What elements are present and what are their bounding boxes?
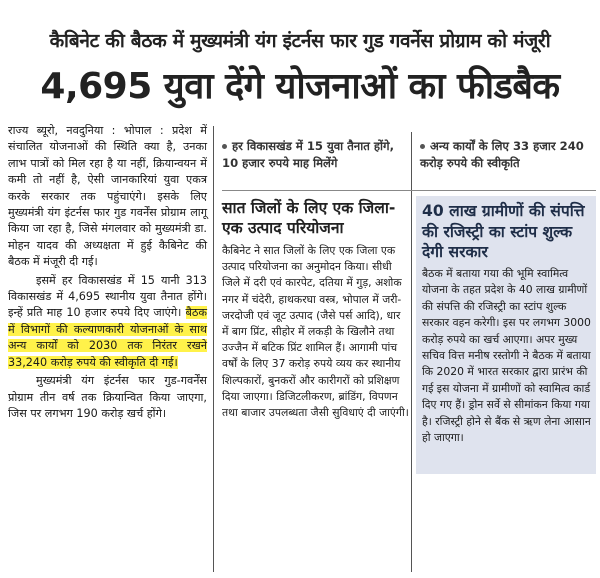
bullet-box-1 [222,138,407,172]
column-divider-1 [213,126,214,572]
main-headline: 4,695 युवा देंगे योजनाओं का फीडबैक [40,66,560,107]
highlighted-text: बैठक में विभागों की कल्याणकारी योजनाओं के साथ अन्य कार्यों को 2030 तक निरंतर रखने 33,240 करोड़ रुपये की स्वीकृति दी गई। [8,306,207,369]
article-paragraph-2 [8,273,207,371]
bullet-text-2: अन्य कार्यों के लिए 33 हजार 240 करोड़ रुपये की स्वीकृति [420,139,584,170]
kicker-headline: कैबिनेट की बैठक में मुख्यमंत्री यंग इंटर्नस फार गुड गवर्नेस प्रोग्राम को मंजूरी [49,30,551,52]
bullet-dot-icon [420,144,425,149]
article-paragraph-3: मुख्यमंत्री यंग इंटर्नस फार गुड-गवर्नेंस प्रोग्राम तीन वर्ष तक क्रियान्वित किया जाएगा, जिस पर लगभग 190 करोड़ खर्च होंगे। [8,374,207,420]
bullet-separator-line [222,190,596,191]
bullet-text-1: हर विकासखंड में 15 युवा तैनात होंगे, 10 हजार रुपये माह मिलेंगे [222,139,394,170]
bullet-dot-icon [222,144,227,149]
bullet-box-2 [420,138,596,172]
paragraph-2-text: इसमें हर विकासखंड में 15 यानी 313 विकासखंड में 4,695 स्थानीय युवा तैनात होंगे। इन्हें प्रति माह 10 हजार रुपये दिए जाएंगे। [8,273,207,320]
story-3-body: बैठक में बताया गया की भूमि स्वामित्व योजना के तहत प्रदेश के 40 लाख ग्रामीणों की संपत्ति की रजिस्ट्री का स्टांप शुल्क सरकार वहन करेगी। इस पर लगभग 3000 करोड़ रुपये का खर्च आएगा। अपर मुख्य सचिव वित्त मनीष रस्तोगी ने बैठक में बताया कि 2020 में भारत सरकार द्वारा प्रारंभ की गई इस योजना में ग्रामीणों को स्वामित्व कार्ड दिए गए हैं। ड्रोन सर्वे से सीमांकन किया गया है। रजिस्ट्री होने से बैंक से ऋण लेना आसान हो जाएगा। [422,267,591,445]
story-2-body: कैबिनेट ने सात जिलों के लिए एक जिला एक उत्पाद परियोजना का अनुमोदन किया। सीधी जिले में दरी एवं कारपेट, दतिया में गुड़, अशोक नगर में चंदेरी, हाथकरघा वस्त्र, भोपाल में जरी-जरदोजी एवं जूट उत्पाद (जैसे पर्स आदि), धार में बाग प्रिंट, सीहोर में लकड़ी के खिलौने तथा उज्जैन में बटिक प्रिंट शामिल हैं। आगामी पांच वर्षों के लिए 37 करोड़ रुपये व्यय कर स्थानीय शिल्पकारों, बुनकरों और कारीगरों को प्रशिक्षण दिया जाएगा। डिजिटलीकरण, ब्रांडिंग, विपणन तथा बाजार उपलब्धता जैसी सुविधाएं दी जाएंगी। [222,244,409,420]
article-column-1 [8,123,207,424]
article-paragraph-1: राज्य ब्यूरो, नवदुनिया : भोपाल : प्रदेश में संचालित योजनाओं की स्थिति क्या है, उनका लाभ पात्रों को मिल रहा है या नहीं, क्रियान्वयन में कमी तो नहीं है, ऐसी जानकारियां युवा एकत्र करके सरकार तक पहुंचाएंगे। इसके लिए मुख्यमंत्री यंग इंटर्नस फार गुड गवर्नेंस प्रोग्राम लागू किया जा रहा है, जिसे मंगलवार को मुख्यमंत्री डा. मोहन यादव की अध्यक्षता में हुई कैबिनेट की बैठक में मंजूरी दी गई। [8,124,207,269]
story-3-subhead: 40 लाख ग्रामीणों की संपत्ति की रजिस्ट्री का स्टांप शुल्क देगी सरकार [422,202,585,261]
story-2-subhead: सात जिलों के लिए एक जिला-एक उत्पाद परियोजना [222,199,396,237]
